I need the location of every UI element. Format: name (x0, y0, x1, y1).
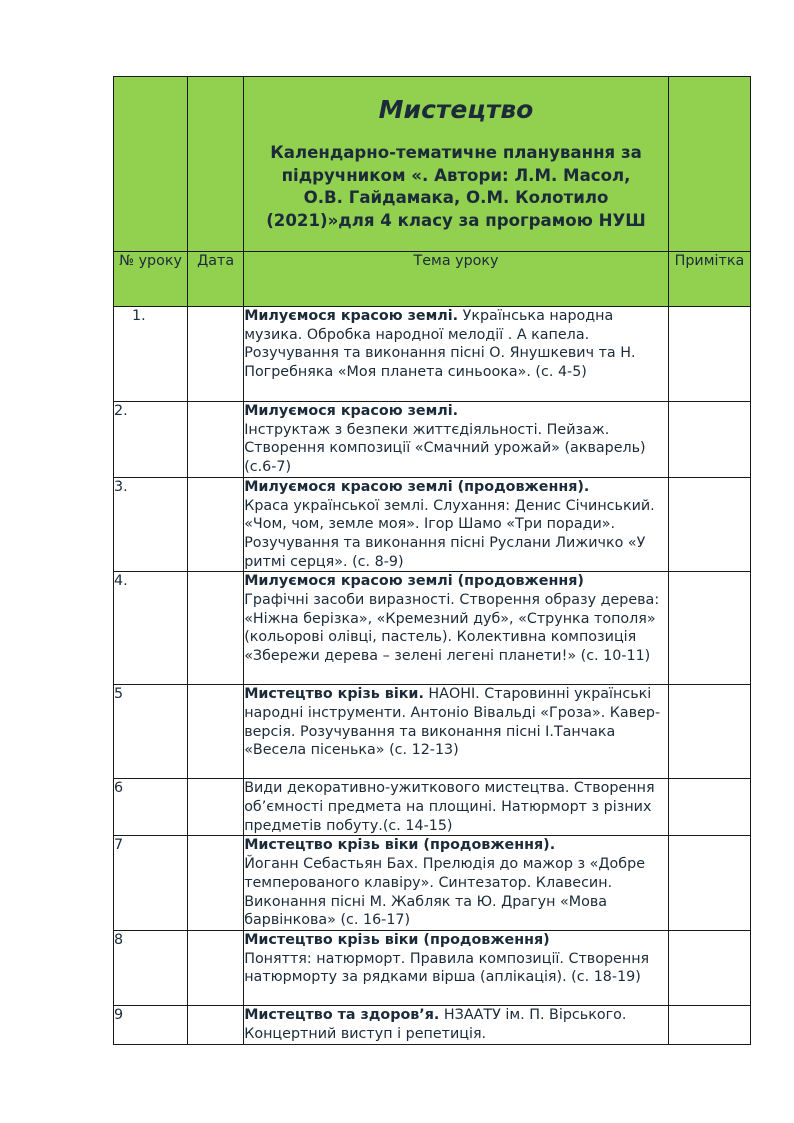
row-topic (244, 477, 669, 572)
row-date (188, 402, 244, 478)
topic-text: Українська народна музика. Обробка народної мелодії . А капела. Розучування та виконання пісні О. Янушкевич та Н. Погребняка «Моя планета синьоока». (с. 4-5) (244, 308, 636, 381)
topic-text: НЗААТУ ім. П. Вірського. Концертний виступ і репетиція. (244, 1006, 627, 1042)
column-header-row (114, 252, 751, 307)
topic-heading: Милуємося красою землі. (244, 308, 459, 324)
row-number: 6 (114, 779, 188, 836)
row-note (668, 1005, 750, 1044)
row-date (188, 572, 244, 685)
row-number: 9 (114, 1005, 188, 1044)
row-topic (244, 307, 669, 402)
document-title: Мистецтво (378, 95, 534, 124)
topic-text: Поняття: натюрморт. Правила композиції. Створення натюрморту за рядками вірша (аплікація). (с. 18-19) (244, 950, 650, 986)
row-number: 1. (114, 307, 188, 402)
column-header-topic: Тема уроку (244, 252, 669, 307)
row-date (188, 307, 244, 402)
row-note (668, 572, 750, 685)
table-row (114, 930, 751, 1005)
topic-heading: Милуємося красою землі (продовження) (244, 573, 584, 590)
row-number: 3. (114, 477, 188, 572)
topic-heading: Мистецтво та здоров’я. (244, 1006, 440, 1023)
row-note (668, 402, 750, 478)
title-row-number-cell (114, 77, 188, 252)
column-header-date: Дата (188, 252, 244, 307)
topic-text: Види декоративно-ужиткового мистецтва. Створення об’ємності предмета на площині. Натюрморт з різних предметів побуту.(с. 14-15) (244, 780, 655, 834)
row-note (668, 685, 750, 779)
row-number: 5 (114, 685, 188, 779)
topic-text: Краса української землі. Слухання: Денис Січинський. «Чом, чом, земле моя». Ігор Шамо «Три поради». Розучування та виконання пісні Руслани Лижичко «У ритмі серця». (с. 8-9) (244, 497, 655, 570)
row-note (668, 836, 750, 931)
row-number: 4. (114, 572, 188, 685)
topic-heading: Милуємося красою землі (продовження). (244, 478, 590, 495)
row-date (188, 685, 244, 779)
column-header-note: Примітка (668, 252, 750, 307)
title-cell (244, 77, 669, 252)
topic-heading: Милуємося красою землі. (244, 403, 459, 419)
topic-heading: Мистецтво крізь віки. (244, 686, 424, 703)
row-date (188, 930, 244, 1005)
row-topic (244, 402, 669, 478)
table-row (114, 307, 751, 402)
row-topic (244, 572, 669, 685)
column-header-number: № уроку (114, 252, 188, 307)
lesson-plan-table (113, 76, 751, 1045)
title-row-date-cell (188, 77, 244, 252)
topic-text: Графічні засоби виразності. Створення образу дерева: «Ніжна берізка», «Кремезний дуб», «Струнка тополя» (кольорові олівці, пастель). Колективна композиція «Збережи дерева – зелені легені планети!» (с. 10-11) (244, 592, 660, 665)
row-date (188, 779, 244, 836)
row-date (188, 477, 244, 572)
table-title-row (114, 77, 751, 252)
table-row (114, 685, 751, 779)
row-topic (244, 836, 669, 931)
title-row-note-cell (668, 77, 750, 252)
row-date (188, 836, 244, 931)
table-row (114, 1005, 751, 1044)
row-number: 2. (114, 402, 188, 478)
topic-heading: Мистецтво крізь віки (продовження) (244, 931, 550, 948)
table-row (114, 836, 751, 931)
row-topic (244, 779, 669, 836)
table-row (114, 572, 751, 685)
topic-text: Йоганн Себастьян Бах. Прелюдія до мажор з «Добре темперованого клавіру». Синтезатор. Клавесин. Виконання пісні М. Жабляк та Ю. Драгун «Мова барвінкова» (с. 16-17) (244, 856, 645, 929)
row-topic (244, 930, 669, 1005)
row-note (668, 779, 750, 836)
topic-text: НАОНІ. Старовинні українські народні інструменти. Антоніо Вівальді «Гроза». Кавер-версія. Розучування та виконання пісні І.Танчака «Весела пісенька» (с. 12-13) (244, 686, 661, 759)
topic-text: Інструктаж з безпеки життєдіяльності. Пейзаж. Створення композиції «Смачний урожай» (акварель) (с.6-7) (244, 421, 646, 476)
table-row (114, 477, 751, 572)
row-note (668, 477, 750, 572)
row-number: 7 (114, 836, 188, 931)
row-date (188, 1005, 244, 1044)
row-topic (244, 685, 669, 779)
row-topic (244, 1005, 669, 1044)
topic-heading: Мистецтво крізь віки (продовження). (244, 837, 556, 854)
table-row (114, 779, 751, 836)
row-number: 8 (114, 930, 188, 1005)
row-note (668, 307, 750, 402)
document-subtitle: Календарно-тематичне планування за підручником «. Автори: Л.М. Масол, О.В. Гайдамака, О.М. Колотило (2021)»для 4 класу за програмою НУШ (266, 143, 646, 230)
table-row (114, 402, 751, 478)
row-note (668, 930, 750, 1005)
